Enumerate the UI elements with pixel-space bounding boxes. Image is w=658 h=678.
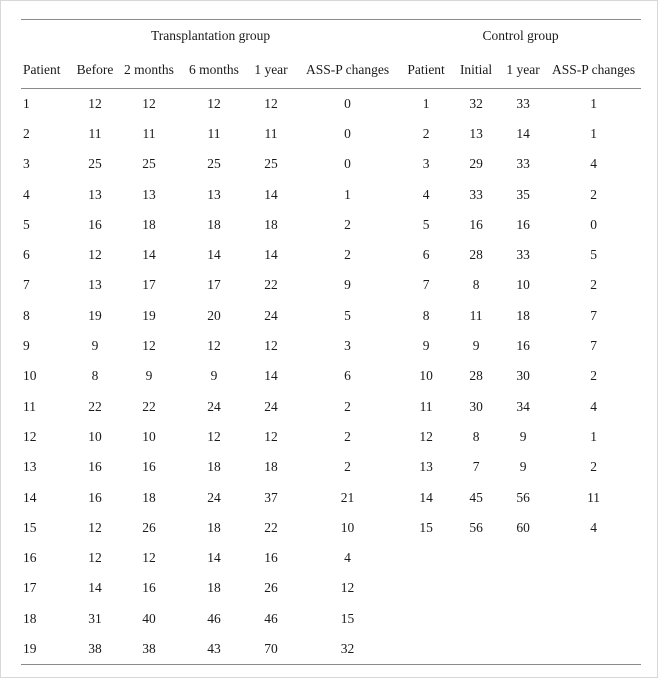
table-cell: 18 xyxy=(207,459,221,475)
table-cell: 15 xyxy=(419,519,433,535)
table-cell: 16 xyxy=(516,216,530,232)
table-cell: 4 xyxy=(590,519,597,535)
table-cell: 14 xyxy=(264,247,278,263)
table-cell: 13 xyxy=(23,459,37,475)
table-cell: 0 xyxy=(344,156,351,172)
table-cell: 10 xyxy=(142,428,156,444)
table-cell xyxy=(452,604,500,634)
table-cell: 13 xyxy=(88,186,102,202)
table-cell: 3 xyxy=(422,156,430,172)
table-row xyxy=(21,210,641,240)
table-cell: 12 xyxy=(88,519,102,535)
table-cell: 28 xyxy=(469,368,483,384)
table-row xyxy=(21,513,641,543)
table-cell: 18 xyxy=(264,216,278,232)
table-cell: 2 xyxy=(344,428,351,444)
table-cell: 11 xyxy=(23,398,36,414)
table-row xyxy=(21,119,641,149)
table-cell: 12 xyxy=(88,247,102,263)
table-cell: 11 xyxy=(207,125,221,141)
table-cell: 1 xyxy=(344,186,351,202)
column-header-before: Before xyxy=(73,53,117,89)
table-row xyxy=(21,604,641,634)
column-header-control-patient: Patient xyxy=(400,53,452,89)
table-cell: 2 xyxy=(422,125,430,141)
table-cell: 28 xyxy=(469,247,483,263)
group-header-transplantation: Transplantation group xyxy=(150,28,271,44)
table-cell: 4 xyxy=(23,186,30,202)
table-cell: 7 xyxy=(590,307,597,323)
table-cell: 14 xyxy=(516,125,530,141)
table-cell: 4 xyxy=(344,550,351,566)
table-cell: 16 xyxy=(23,550,37,566)
table-cell: 33 xyxy=(516,247,530,263)
table-cell: 1 xyxy=(590,95,597,111)
table-cell: 13 xyxy=(88,277,102,293)
table-cell: 16 xyxy=(88,216,102,232)
table-cell: 56 xyxy=(469,519,483,535)
column-header-patient: Patient xyxy=(21,53,73,89)
table-cell: 46 xyxy=(207,610,221,626)
table-cell: 16 xyxy=(88,489,102,505)
table-cell xyxy=(400,573,452,603)
table-cell: 24 xyxy=(207,489,221,505)
table-cell: 1 xyxy=(422,95,430,111)
table-cell: 25 xyxy=(264,156,278,172)
table-cell: 4 xyxy=(590,398,597,414)
table-body xyxy=(21,89,641,665)
table-cell: 26 xyxy=(264,580,278,596)
table-cell: 12 xyxy=(264,338,278,354)
table-cell: 8 xyxy=(23,307,30,323)
table-cell: 4 xyxy=(590,156,597,172)
table-row xyxy=(21,361,641,391)
table-cell: 12 xyxy=(207,338,221,354)
table-cell: 22 xyxy=(264,277,278,293)
table-cell: 9 xyxy=(472,338,480,354)
table-cell: 14 xyxy=(419,489,433,505)
table-cell: 9 xyxy=(145,368,153,384)
table-cell: 22 xyxy=(88,398,102,414)
table-cell xyxy=(500,573,546,603)
table-cell: 24 xyxy=(264,307,278,323)
table-cell: 15 xyxy=(23,519,37,535)
column-header-assp-changes: ASS-P changes xyxy=(295,53,400,89)
table-cell: 9 xyxy=(519,459,527,475)
table-row xyxy=(21,422,641,452)
table-cell: 6 xyxy=(344,368,351,384)
table-cell: 11 xyxy=(142,125,156,141)
table-cell: 12 xyxy=(207,428,221,444)
table-cell: 40 xyxy=(142,610,156,626)
table-cell: 11 xyxy=(88,125,102,141)
table-cell: 33 xyxy=(516,95,530,111)
table-cell: 2 xyxy=(344,459,351,475)
table-cell: 8 xyxy=(91,368,99,384)
table-cell: 18 xyxy=(264,459,278,475)
table-cell: 29 xyxy=(469,156,483,172)
table-cell: 1 xyxy=(23,95,30,111)
table-row xyxy=(21,543,641,573)
table-cell: 35 xyxy=(516,186,530,202)
table-cell: 70 xyxy=(264,640,278,656)
table-cell: 11 xyxy=(419,398,433,414)
table-cell: 10 xyxy=(88,428,102,444)
table-row xyxy=(21,270,641,300)
column-header-6-months: 6 months xyxy=(181,53,247,89)
table-cell: 18 xyxy=(207,580,221,596)
table-cell: 12 xyxy=(264,428,278,444)
table-cell: 10 xyxy=(23,368,37,384)
table-cell: 1 xyxy=(590,428,597,444)
table-cell: 12 xyxy=(23,428,37,444)
table-cell: 14 xyxy=(142,247,156,263)
table-cell xyxy=(400,604,452,634)
table-cell: 0 xyxy=(344,95,351,111)
table-row xyxy=(21,331,641,361)
column-header-2-months: 2 months xyxy=(117,53,181,89)
table-cell: 7 xyxy=(590,338,597,354)
table-cell: 11 xyxy=(264,125,278,141)
table-cell: 22 xyxy=(264,519,278,535)
table-cell: 17 xyxy=(23,580,37,596)
table-cell: 12 xyxy=(264,95,278,111)
table-cell xyxy=(546,604,641,634)
table-cell: 12 xyxy=(419,428,433,444)
table-cell: 13 xyxy=(207,186,221,202)
table-header xyxy=(21,20,641,89)
table-cell: 0 xyxy=(344,125,351,141)
table-cell: 45 xyxy=(469,489,483,505)
table-cell: 16 xyxy=(469,216,483,232)
table-cell: 24 xyxy=(207,398,221,414)
table-cell: 6 xyxy=(422,247,430,263)
table-cell: 56 xyxy=(516,489,530,505)
table-row xyxy=(21,149,641,179)
table-cell: 12 xyxy=(142,550,156,566)
table-cell: 16 xyxy=(264,550,278,566)
table-cell: 18 xyxy=(142,489,156,505)
table-cell: 10 xyxy=(516,277,530,293)
table-cell: 33 xyxy=(516,156,530,172)
table-row xyxy=(21,391,641,421)
table-cell: 26 xyxy=(142,519,156,535)
table-cell: 9 xyxy=(210,368,218,384)
table-row xyxy=(21,482,641,512)
table-cell xyxy=(452,543,500,573)
column-header-control-assp-changes: ASS-P changes xyxy=(546,53,641,89)
table-cell: 2 xyxy=(344,398,351,414)
table-cell: 12 xyxy=(207,95,221,111)
column-header-1-year: 1 year xyxy=(247,53,295,89)
table-row xyxy=(21,573,641,603)
table-row xyxy=(21,179,641,209)
table-cell: 4 xyxy=(422,186,430,202)
table-cell: 5 xyxy=(344,307,351,323)
table-cell: 9 xyxy=(422,338,430,354)
table-cell: 25 xyxy=(207,156,221,172)
table-cell: 8 xyxy=(422,307,430,323)
table-cell: 32 xyxy=(340,640,355,656)
table-cell: 9 xyxy=(23,338,30,354)
table-cell xyxy=(546,634,641,664)
column-header-row xyxy=(21,53,641,89)
table-cell: 14 xyxy=(207,247,221,263)
table-cell xyxy=(400,634,452,664)
table-cell: 13 xyxy=(142,186,156,202)
table-row xyxy=(21,301,641,331)
table-cell: 60 xyxy=(516,519,530,535)
table-cell xyxy=(452,573,500,603)
table-cell: 5 xyxy=(590,247,597,263)
table-cell: 18 xyxy=(207,519,221,535)
table-cell: 5 xyxy=(422,216,430,232)
table-cell: 9 xyxy=(344,277,351,293)
table-cell: 17 xyxy=(207,277,221,293)
table-cell: 30 xyxy=(469,398,483,414)
column-header-initial: Initial xyxy=(452,53,500,89)
table-cell: 14 xyxy=(23,489,37,505)
table-cell: 7 xyxy=(23,277,30,293)
table-row xyxy=(21,89,641,119)
table-cell: 25 xyxy=(142,156,156,172)
table-cell: 3 xyxy=(23,156,30,172)
table-cell: 46 xyxy=(264,610,278,626)
table-cell: 37 xyxy=(264,489,278,505)
table-cell: 8 xyxy=(472,428,480,444)
table-cell: 16 xyxy=(516,338,530,354)
table-cell xyxy=(500,634,546,664)
table-cell: 9 xyxy=(519,428,527,444)
table-cell: 18 xyxy=(23,610,37,626)
table-cell: 38 xyxy=(88,640,102,656)
table-cell: 13 xyxy=(469,125,483,141)
table-cell: 16 xyxy=(88,459,102,475)
table-cell: 17 xyxy=(142,277,156,293)
table-cell: 15 xyxy=(340,610,355,626)
table-cell: 18 xyxy=(207,216,221,232)
table-cell: 21 xyxy=(340,489,355,505)
table-row xyxy=(21,634,641,664)
table-cell: 2 xyxy=(590,277,597,293)
table-cell: 19 xyxy=(142,307,156,323)
table-cell: 2 xyxy=(23,125,30,141)
table-cell: 19 xyxy=(23,640,37,656)
table-cell: 2 xyxy=(344,247,351,263)
table-row xyxy=(21,240,641,270)
table-cell: 22 xyxy=(142,398,156,414)
table-cell: 14 xyxy=(88,580,102,596)
table-cell: 30 xyxy=(516,368,530,384)
table-cell: 14 xyxy=(264,368,278,384)
table-cell: 11 xyxy=(469,307,483,323)
table-cell xyxy=(500,543,546,573)
table-cell: 20 xyxy=(207,307,221,323)
table-cell: 2 xyxy=(590,186,597,202)
table-cell xyxy=(400,543,452,573)
table-cell: 16 xyxy=(142,459,156,475)
table-cell: 24 xyxy=(264,398,278,414)
table-cell: 7 xyxy=(422,277,430,293)
column-header-control-1-year: 1 year xyxy=(500,53,546,89)
table-cell: 34 xyxy=(516,398,530,414)
table-cell: 12 xyxy=(340,580,355,596)
table-cell: 9 xyxy=(91,338,99,354)
table-cell xyxy=(546,543,641,573)
table-cell: 0 xyxy=(590,216,597,232)
table-cell: 11 xyxy=(587,489,601,505)
table-cell: 5 xyxy=(23,216,30,232)
table-cell: 7 xyxy=(472,459,480,475)
table-cell: 12 xyxy=(88,95,102,111)
table-cell: 43 xyxy=(207,640,221,656)
table-cell: 2 xyxy=(590,459,597,475)
table-row xyxy=(21,452,641,482)
table-cell xyxy=(452,634,500,664)
table-cell: 3 xyxy=(344,338,351,354)
table-cell: 12 xyxy=(142,338,156,354)
table-cell: 32 xyxy=(469,95,483,111)
table-cell: 6 xyxy=(23,247,30,263)
table-cell: 12 xyxy=(88,550,102,566)
table-cell: 19 xyxy=(88,307,102,323)
table-cell: 31 xyxy=(88,610,102,626)
table-cell: 18 xyxy=(142,216,156,232)
table-cell: 25 xyxy=(88,156,102,172)
table-cell: 14 xyxy=(207,550,221,566)
table-cell: 8 xyxy=(472,277,480,293)
table-cell: 2 xyxy=(590,368,597,384)
table-cell: 1 xyxy=(590,125,597,141)
table-cell: 10 xyxy=(340,519,355,535)
table-cell xyxy=(500,604,546,634)
group-header-control: Control group xyxy=(482,28,559,44)
table-cell: 10 xyxy=(419,368,433,384)
table-cell: 2 xyxy=(344,216,351,232)
table-cell: 33 xyxy=(469,186,483,202)
patient-data-table xyxy=(21,19,641,665)
table-cell: 38 xyxy=(142,640,156,656)
group-header-row xyxy=(21,20,641,53)
table-cell: 16 xyxy=(142,580,156,596)
table-cell xyxy=(546,573,641,603)
table-cell: 13 xyxy=(419,459,433,475)
table-cell: 12 xyxy=(142,95,156,111)
table-cell: 18 xyxy=(516,307,530,323)
table-cell: 14 xyxy=(264,186,278,202)
